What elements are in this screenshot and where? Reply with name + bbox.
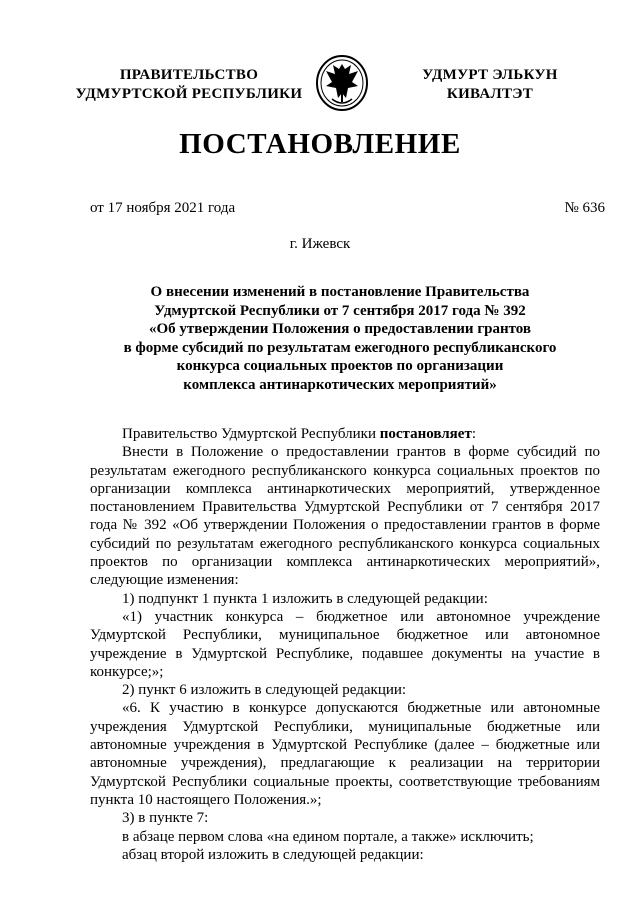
body-paragraph: «6. К участию в конкурсе допускаются бюджетные или автономные учреждения Удмуртской Республики, муниципальные бюджетные или автономные учреждения в Удмуртской Республике (далее – бюджетные или автономные учреждения), предлагающие к реализации на территории Удмуртской Республики социальные проекты, соответствующие требованиям пункта 10 настоящего Положения.»; bbox=[90, 700, 600, 808]
subject-line: «Об утверждении Положения о предоставлении грантов bbox=[148, 321, 532, 337]
coat-of-arms-icon bbox=[314, 52, 370, 112]
subject-line: Удмуртской Республики от 7 сентября 2017 года № 392 bbox=[154, 302, 526, 319]
header-right bbox=[380, 66, 600, 104]
body-paragraph: «1) участник конкурса – бюджетное или автономное учреждение Удмуртской Республики, муниципальное бюджетное или автономное учреждение в Удмуртской Республике, подавшее документы на участие в конкурсе;»; bbox=[90, 608, 600, 680]
subject-line: конкурса социальных проектов по организации bbox=[176, 358, 504, 374]
document-body bbox=[90, 425, 600, 864]
header-right-line2: КИВАЛТЭТ bbox=[446, 86, 534, 102]
intro-bold: постановляет bbox=[379, 426, 472, 442]
document-city: г. Ижевск bbox=[289, 236, 351, 252]
subject-line: О внесении изменений в постановление Правительства bbox=[150, 284, 530, 300]
body-paragraph: 1) подпункт 1 пункта 1 изложить в следующей редакции: bbox=[122, 590, 488, 607]
intro-colon: : bbox=[471, 426, 476, 442]
intro-paragraph bbox=[90, 425, 600, 443]
header-right-line1: УДМУРТ ЭЛЬКУН bbox=[422, 67, 558, 83]
document-title: ПОСТАНОВЛЕНИЕ bbox=[179, 128, 461, 160]
document-number: № 636 bbox=[564, 200, 605, 216]
header-left-line2: УДМУРТСКОЙ РЕСПУБЛИКИ bbox=[75, 86, 303, 102]
body-paragraph: 3) в пункте 7: bbox=[122, 810, 209, 827]
document-date: от 17 ноября 2021 года bbox=[90, 200, 236, 216]
subject-line: комплекса антинаркотических мероприятий» bbox=[183, 376, 497, 393]
intro-text: Правительство Удмуртской Республики bbox=[122, 426, 380, 442]
body-paragraph: абзац второй изложить в следующей редакции: bbox=[122, 846, 424, 863]
document-subject bbox=[90, 283, 590, 394]
body-paragraph: в абзаце первом слова «на едином портале, а также» исключить; bbox=[122, 828, 534, 845]
header-left-line1: ПРАВИТЕЛЬСТВО bbox=[119, 67, 259, 83]
body-paragraph: 2) пункт 6 изложить в следующей редакции: bbox=[122, 682, 407, 699]
subject-line: в форме субсидий по результатам ежегодного республиканского bbox=[123, 339, 557, 356]
header-left bbox=[70, 66, 308, 104]
body-paragraph: Внести в Положение о предоставлении грантов в форме субсидий по результатам ежегодного республиканского конкурса социальных проектов по организации комплекса антинаркотических мероприятий, утвержденное постановлением Правительства Удмуртской Республики от 7 сентября 2017 года № 392 «Об утверждении Положения о предоставлении грантов в форме субсидий по результатам ежегодного республиканского конкурса социальных проектов по организации комплекса антинаркотических мероприятий», следующие изменения: bbox=[90, 444, 600, 589]
